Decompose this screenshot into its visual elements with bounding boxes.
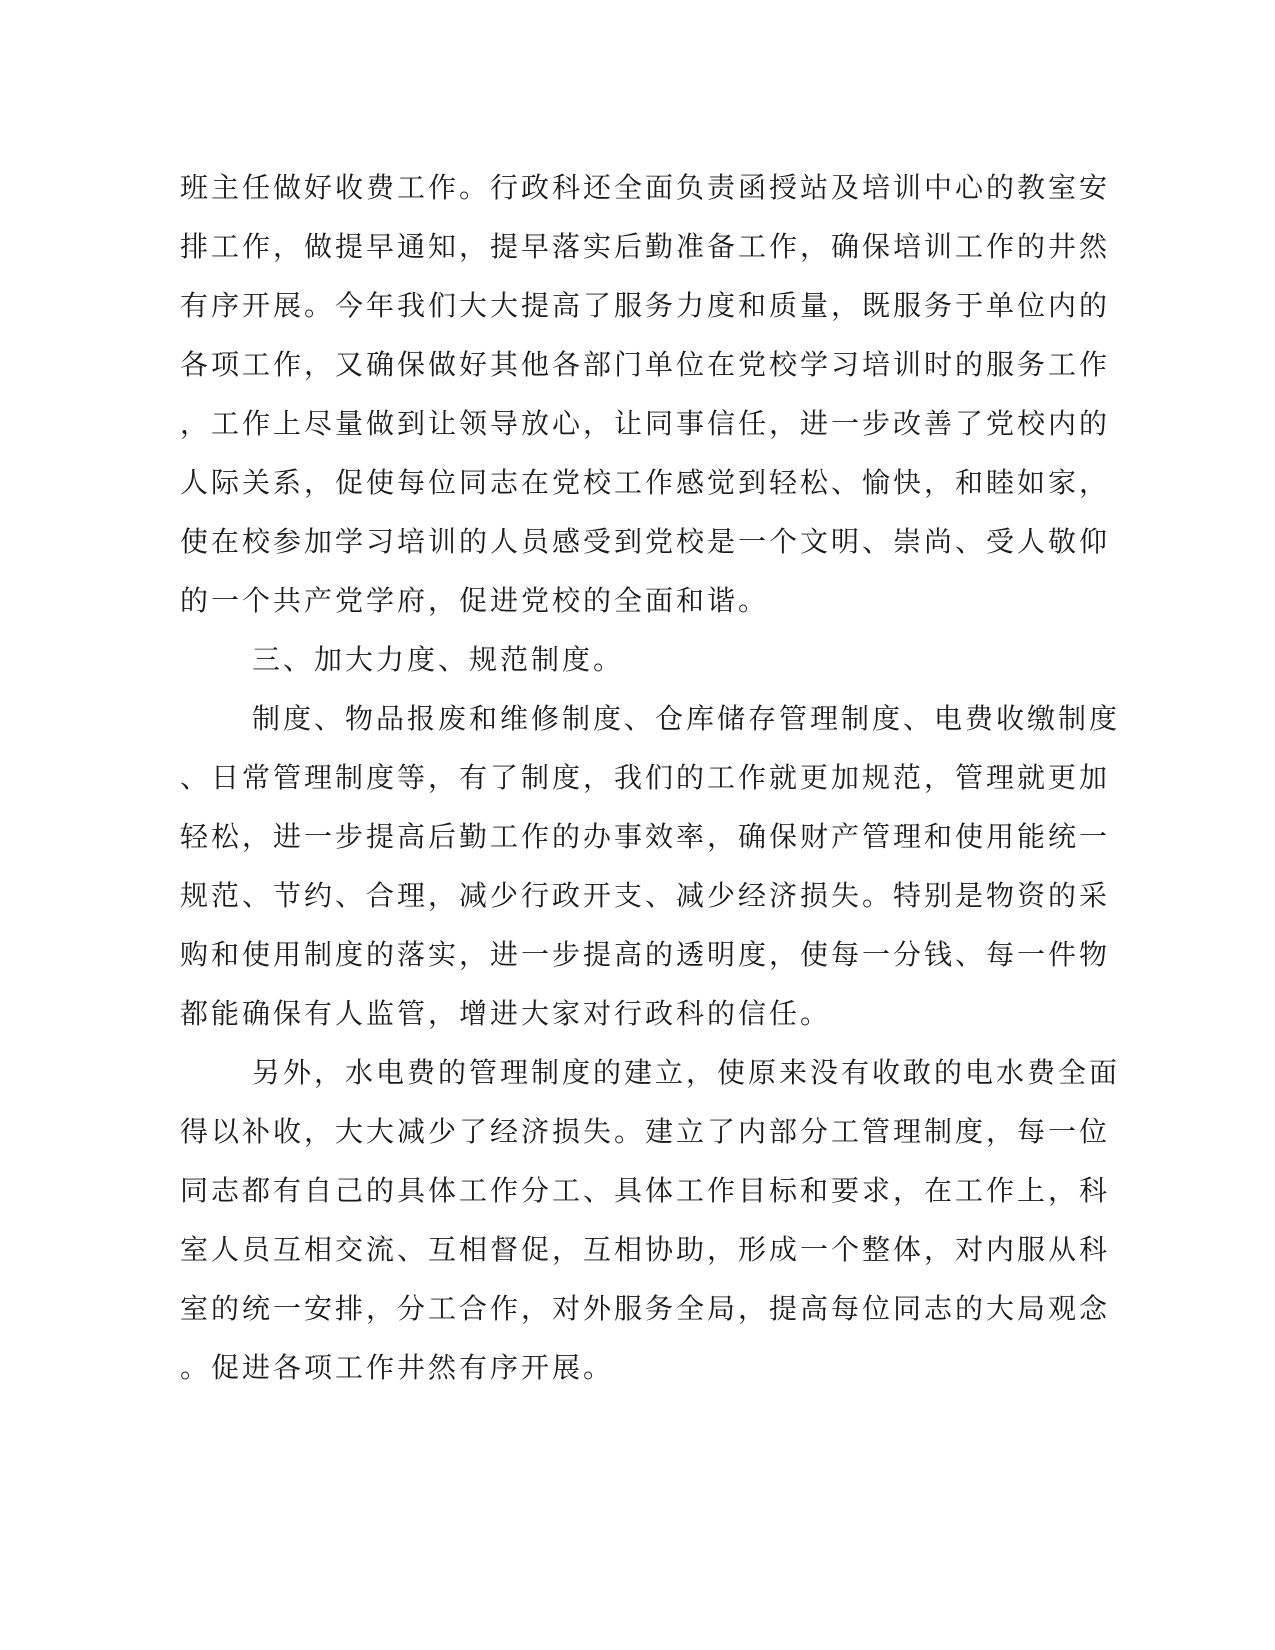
- document-body: [180, 158, 1121, 1397]
- text-line: 各项工作，又确保做好其他各部门单位在党校学习培训时的服务工作: [180, 348, 1111, 381]
- text-line: 规范、节约、合理，减少行政开支、减少经济损失。特别是物资的采: [180, 879, 1111, 912]
- text-line: 购和使用制度的落实，进一步提高的透明度，使每一分钱、每一件物: [180, 938, 1111, 971]
- text-line: 都能确保有人监管，增进大家对行政科的信任。: [180, 997, 832, 1030]
- text-line: 制度、物品报废和维修制度、仓库储存管理制度、电费收缴制度: [252, 702, 1121, 735]
- text-line: 排工作，做提早通知，提早落实后勤准备工作，确保培训工作的井然: [180, 230, 1111, 263]
- paragraph-utilities: [180, 1043, 1121, 1397]
- text-line: 使在校参加学习培训的人员感受到党校是一个文明、崇尚、受人敬仰: [180, 525, 1111, 558]
- text-line: 另外，水电费的管理制度的建立，使原来没有收敢的电水费全面: [252, 1056, 1121, 1089]
- text-line: 得以补收，大大减少了经济损失。建立了内部分工管理制度，每一位: [180, 1115, 1111, 1148]
- section-heading-text: 三、加大力度、规范制度。: [252, 643, 625, 676]
- text-line: 人际关系，促使每位同志在党校工作感觉到轻松、愉快，和睦如家，: [180, 466, 1111, 499]
- text-line: 的一个共产党学府，促进党校的全面和谐。: [180, 584, 770, 617]
- text-line: 室的统一安排，分工合作，对外服务全局，提高每位同志的大局观念: [180, 1292, 1111, 1325]
- text-line: ，工作上尽量做到让领导放心，让同事信任，进一步改善了党校内的: [180, 407, 1111, 440]
- text-line: 。促进各项工作井然有序开展。: [180, 1351, 615, 1384]
- section-heading: [180, 630, 1040, 689]
- paragraph-service-work: [180, 158, 1111, 630]
- text-line: 有序开展。今年我们大大提高了服务力度和质量，既服务于单位内的: [180, 289, 1111, 322]
- text-line: 、日常管理制度等，有了制度，我们的工作就更加规范，管理就更加: [180, 761, 1111, 794]
- text-line: 轻松，进一步提高后勤工作的办事效率，确保财产管理和使用能统一: [180, 820, 1111, 853]
- paragraph-regulations: [180, 689, 1121, 1043]
- text-line: 室人员互相交流、互相督促，互相协助，形成一个整体，对内服从科: [180, 1233, 1111, 1266]
- text-line: 同志都有自己的具体工作分工、具体工作目标和要求，在工作上，科: [180, 1174, 1111, 1207]
- text-line: 班主任做好收费工作。行政科还全面负责函授站及培训中心的教室安: [180, 171, 1111, 204]
